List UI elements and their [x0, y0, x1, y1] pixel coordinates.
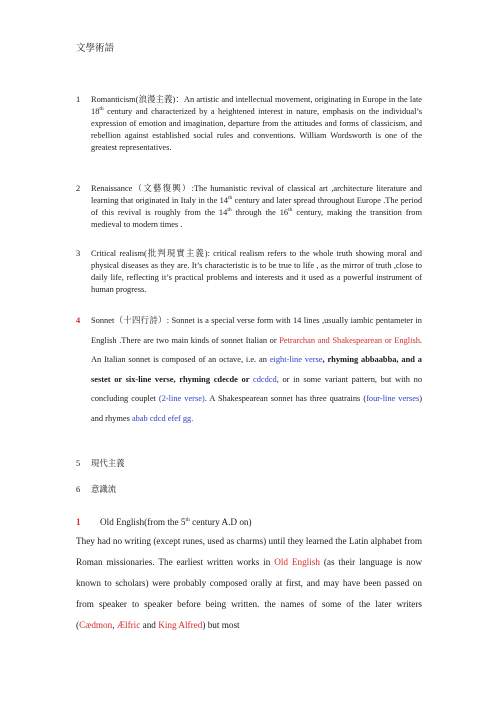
item-number: 5	[76, 459, 81, 468]
item-body: Critical realism(批判現實主義): critical realism refers to the whole truth showing moral and physical diseases as they are. It’s characteristic is to be true to life , as the mirror of truth ,close to daily life, reflecting it’s practical problems and interests and it used as a powerful instrument of human progress.	[91, 249, 422, 294]
item-number: 4	[76, 316, 81, 325]
list-item-stream-of-consciousness	[76, 484, 422, 496]
list-item-romanticism	[76, 94, 422, 154]
list-item-sonnet	[76, 311, 422, 428]
item-number: 3	[76, 249, 81, 258]
item-number: 1	[76, 95, 81, 104]
item-body: 意識流	[91, 485, 117, 494]
item-term: Renaissance（文藝復興）	[91, 184, 192, 193]
section-heading	[76, 516, 422, 528]
item-term: Critical realism(批判現實主義)	[91, 249, 208, 258]
page-title: 文學術語	[76, 44, 115, 54]
item-number: 2	[76, 184, 81, 193]
section-title: Old English(from the 5th century A.D on)	[100, 516, 252, 527]
list-item-modernism	[76, 458, 422, 470]
section-paragraph: They had no writing (except runes, used as charms) until they learned the Latin alphabet from Roman missionaries. The earliest written works in Old English (as their language is now known to scholars) were probably composed orally at first, and may have been passed on from speaker to speaker before being written. the names of some of the later writers (Cædmon, Ælfric and King Alfred) but most	[76, 536, 422, 630]
list-item-renaissance	[76, 183, 422, 231]
item-body: 現代主義	[91, 459, 125, 468]
list-item-critical-realism	[76, 248, 422, 296]
item-body: Sonnet（十四行詩）: Sonnet is a special verse form with 14 lines ,usually iambic pentameter in English .There are two main kinds of sonnet Italian or Petrarchan and Shakespearean or English. An Italian sonnet is composed of an octave, i.e. an eight-line verse, rhyming abbaabba, and a sestet or six-line verse, rhyming cdecde or cdcdcd, or in some variant pattern, but with no concluding couplet (2-line verse). A Shakespearean sonnet has three quatrains (four-line verses) and rhymes abab cdcd efef gg.	[91, 316, 423, 423]
item-body: Romanticism(浪漫主義)：An artistic and intellectual movement, originating in Europe in the late 18th century and characterized by a heightened interest in nature, emphasis on the individual’s expression of emotion and imagination, departure from the attitudes and forms of classicism, and rebellion against established social rules and conventions. William Wordsworth is one of the greatest representatives.	[91, 95, 422, 152]
item-body: Renaissance（文藝復興）:The humanistic revival of classical art ,architecture literature and learning that originated in Italy in the 14th century and later spread throughout Europe .The period of this revival is roughly from the 14th through the 16th century, making the transition from medieval to modern times .	[91, 184, 423, 229]
section-number: 1	[76, 517, 81, 527]
item-term: Romanticism(浪漫主義)	[91, 95, 176, 104]
item-number: 6	[76, 485, 81, 494]
item-term: Sonnet（十四行詩）	[91, 316, 167, 325]
